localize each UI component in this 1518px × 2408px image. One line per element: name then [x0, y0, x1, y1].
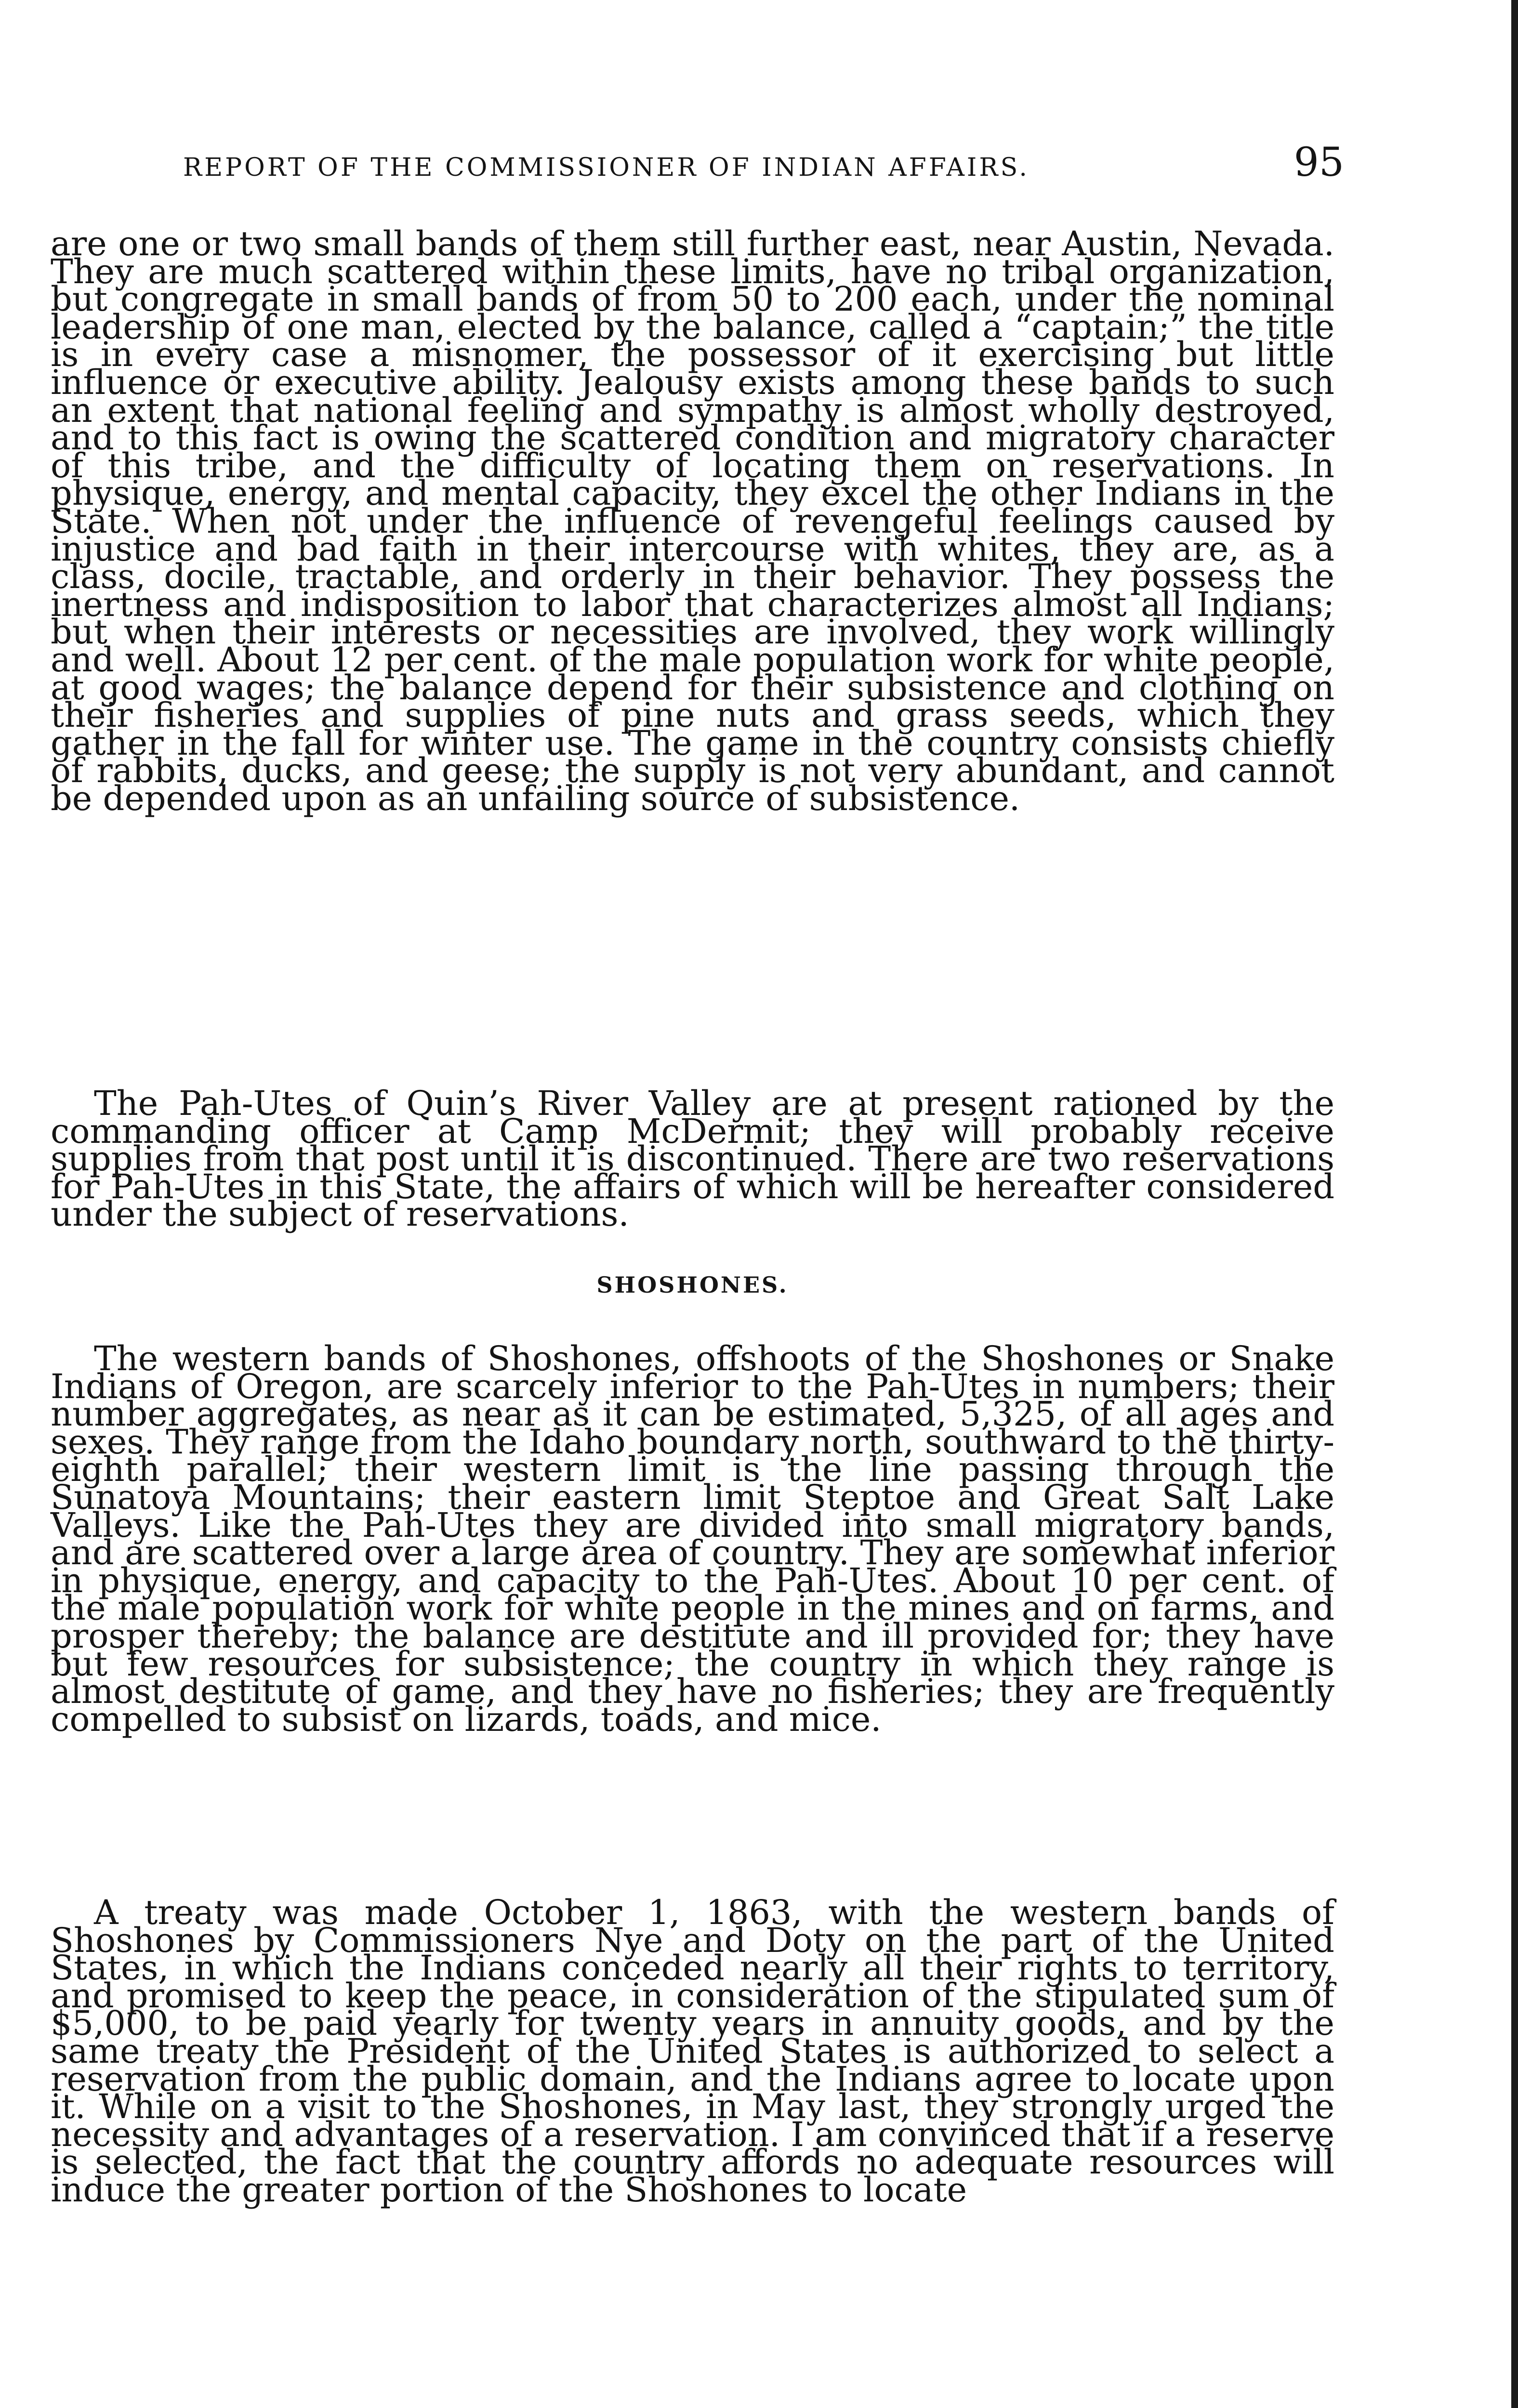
- body-text: [51, 224, 1334, 2349]
- paragraph: are one or two small bands of them still further east, near Austin, Nevada. They are much scattered within these limits, have no tribal organization, but congregate in small bands of from 50 to 200 each, under the nominal leadership of one man, elected by the balance, called a “captain;” the title is in every case a misnomer, the possessor of it exercising but little influence or executive ability. Jealousy exists among these bands to such an extent that national feeling and sympathy is almost wholly destroyed, and to this fact is owing the scattered condition and migratory character of this tribe, and the difficulty of locating them on reservations. In physique, energy, and mental capacity, they excel the other Indians in the State. When not under the influence of revengeful feelings caused by injustice and bad faith in their intercourse with whites, they are, as a class, docile, tractable, and orderly in their behavior. They possess the inertness and indisposition to labor that characterizes almost all Indians; but when their interests or necessities are involved, they work willingly and well. About 12 per cent. of the male population work for white people, at good wages; the balance depend for their subsistence and clothing on their fisheries and supplies of pine nuts and grass seeds, which they gather in the fall for winter use. The game in the country consists chiefly of rabbits, ducks, and geese; the supply is not very abundant, and cannot be depended upon as an unfailing source of subsistence.: [51, 224, 1334, 818]
- section-heading: SHOSHONES.: [596, 1272, 789, 1298]
- page-number: 95: [1294, 140, 1344, 185]
- paragraph: The Pah-Utes of Quin’s River Valley are at present rationed by the commanding officer at Camp McDermit; they will probably receive supplies from that post until it is discontinued. There are two reservations for Pah-Utes in this State, the affairs of which will be hereafter considered under the subject of reservations.: [51, 1084, 1334, 1234]
- running-head: REPORT OF THE COMMISSIONER OF INDIAN AFFAIRS.: [183, 153, 1030, 182]
- page-header: [164, 140, 1344, 193]
- paragraph: The western bands of Shoshones, offshoots of the Shoshones or Snake Indians of Oregon, are scarcely inferior to the Pah-Utes in numbers; their number aggregates, as near as it can be estimated, 5,325, of all ages and sexes. They range from the Idaho boundary north, southward to the thirty-eighth parallel; their western limit is the line passing through the Sunatoya Mountains; their eastern limit Steptoe and Great Salt Lake Valleys. Like the Pah-Utes they are divided into small migratory bands, and are scattered over a large area of country. They are somewhat inferior in physique, energy, and capacity to the Pah-Utes. About 10 per cent. of the male population work for white people in the mines and on farms, and prosper thereby; the balance are destitute and ill provided for; they have but few resources for subsistence; the country in which they range is almost destitute of game, and they have no fisheries; they are frequently compelled to subsist on lizards, toads, and mice.: [51, 1339, 1334, 1739]
- paragraph: A treaty was made October 1, 1863, with the western bands of Shoshones by Commissioners Nye and Doty on the part of the United States, in which the Indians conceded nearly all their rights to territory, and promised to keep the peace, in consideration of the stipulated sum of $5,000, to be paid yearly for twenty years in annuity goods, and by the same treaty the President of the United States is authorized to select a reservation from the public domain, and the Indians agree to locate upon it. While on a visit to the Shoshones, in May last, they strongly urged the necessity and advantages of a reservation. I am convinced that if a reserve is selected, the fact that the country affords no adequate resources will induce the greater portion of the Shoshones to locate: [51, 1893, 1334, 2210]
- page-edge-shadow: [1511, 0, 1518, 2408]
